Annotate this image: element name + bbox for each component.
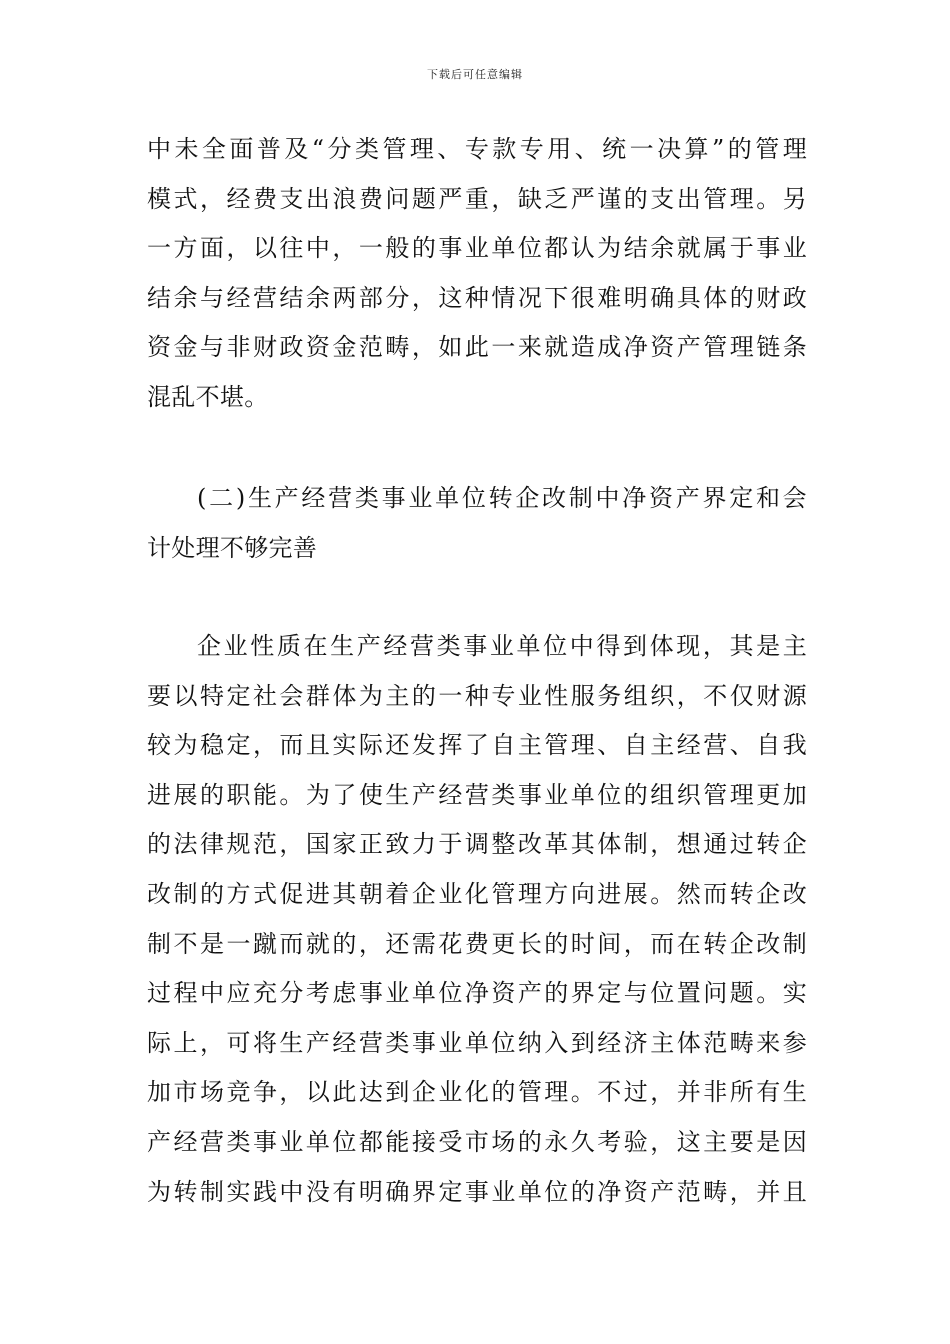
paragraph-line: 改制的方式促进其朝着企业化管理方向进展。然而转企改 bbox=[147, 879, 807, 908]
paragraph-line: 制不是一蹴而就的，还需花费更长的时间，而在转企改制 bbox=[147, 929, 807, 958]
paragraph-line: 中未全面普及“分类管理、专款专用、统一决算”的管理 bbox=[147, 135, 807, 163]
paragraph-line: 结余与经营结余两部分，这种情况下很难明确具体的财政 bbox=[147, 283, 807, 312]
paragraph-2 bbox=[147, 622, 807, 1217]
paragraph-line: 为转制实践中没有明确界定事业单位的净资产范畴，并且 bbox=[147, 1177, 807, 1206]
paragraph-line: 企业性质在生产经营类事业单位中得到体现，其是主 bbox=[197, 632, 807, 660]
paragraph-line: 际上，可将生产经营类事业单位纳入到经济主体范畴来参 bbox=[147, 1028, 807, 1057]
paragraph-line: 过程中应充分考虑事业单位净资产的界定与位置问题。实 bbox=[147, 979, 807, 1008]
paragraph-line: 资金与非财政资金范畴，如此一来就造成净资产管理链条 bbox=[147, 333, 807, 362]
paragraph-line: 的法律规范，国家正致力于调整改革其体制，想通过转企 bbox=[147, 830, 807, 859]
heading-line: (二)生产经营类事业单位转企改制中净资产界定和会 bbox=[197, 484, 807, 512]
paragraph-line: 混乱不堪。 bbox=[147, 382, 269, 411]
section-heading bbox=[147, 474, 807, 573]
heading-line: 计处理不够完善 bbox=[147, 533, 318, 562]
paragraph-line: 较为稳定，而且实际还发挥了自主管理、自主经营、自我 bbox=[147, 731, 807, 760]
paragraph-line: 产经营类事业单位都能接受市场的永久考验，这主要是因 bbox=[147, 1127, 807, 1156]
paragraph-line: 进展的职能。为了使生产经营类事业单位的组织管理更加 bbox=[147, 780, 807, 809]
paragraph-line: 一方面，以往中，一般的事业单位都认为结余就属于事业 bbox=[147, 234, 807, 263]
paragraph-1 bbox=[147, 125, 807, 423]
paragraph-line: 模式，经费支出浪费问题严重，缺乏严谨的支出管理。另 bbox=[147, 184, 807, 213]
page-header: 下载后可任意编辑 bbox=[427, 68, 523, 81]
paragraph-line: 加市场竞争，以此达到企业化的管理。不过，并非所有生 bbox=[147, 1078, 807, 1107]
paragraph-line: 要以特定社会群体为主的一种专业性服务组织，不仅财源 bbox=[147, 681, 807, 710]
